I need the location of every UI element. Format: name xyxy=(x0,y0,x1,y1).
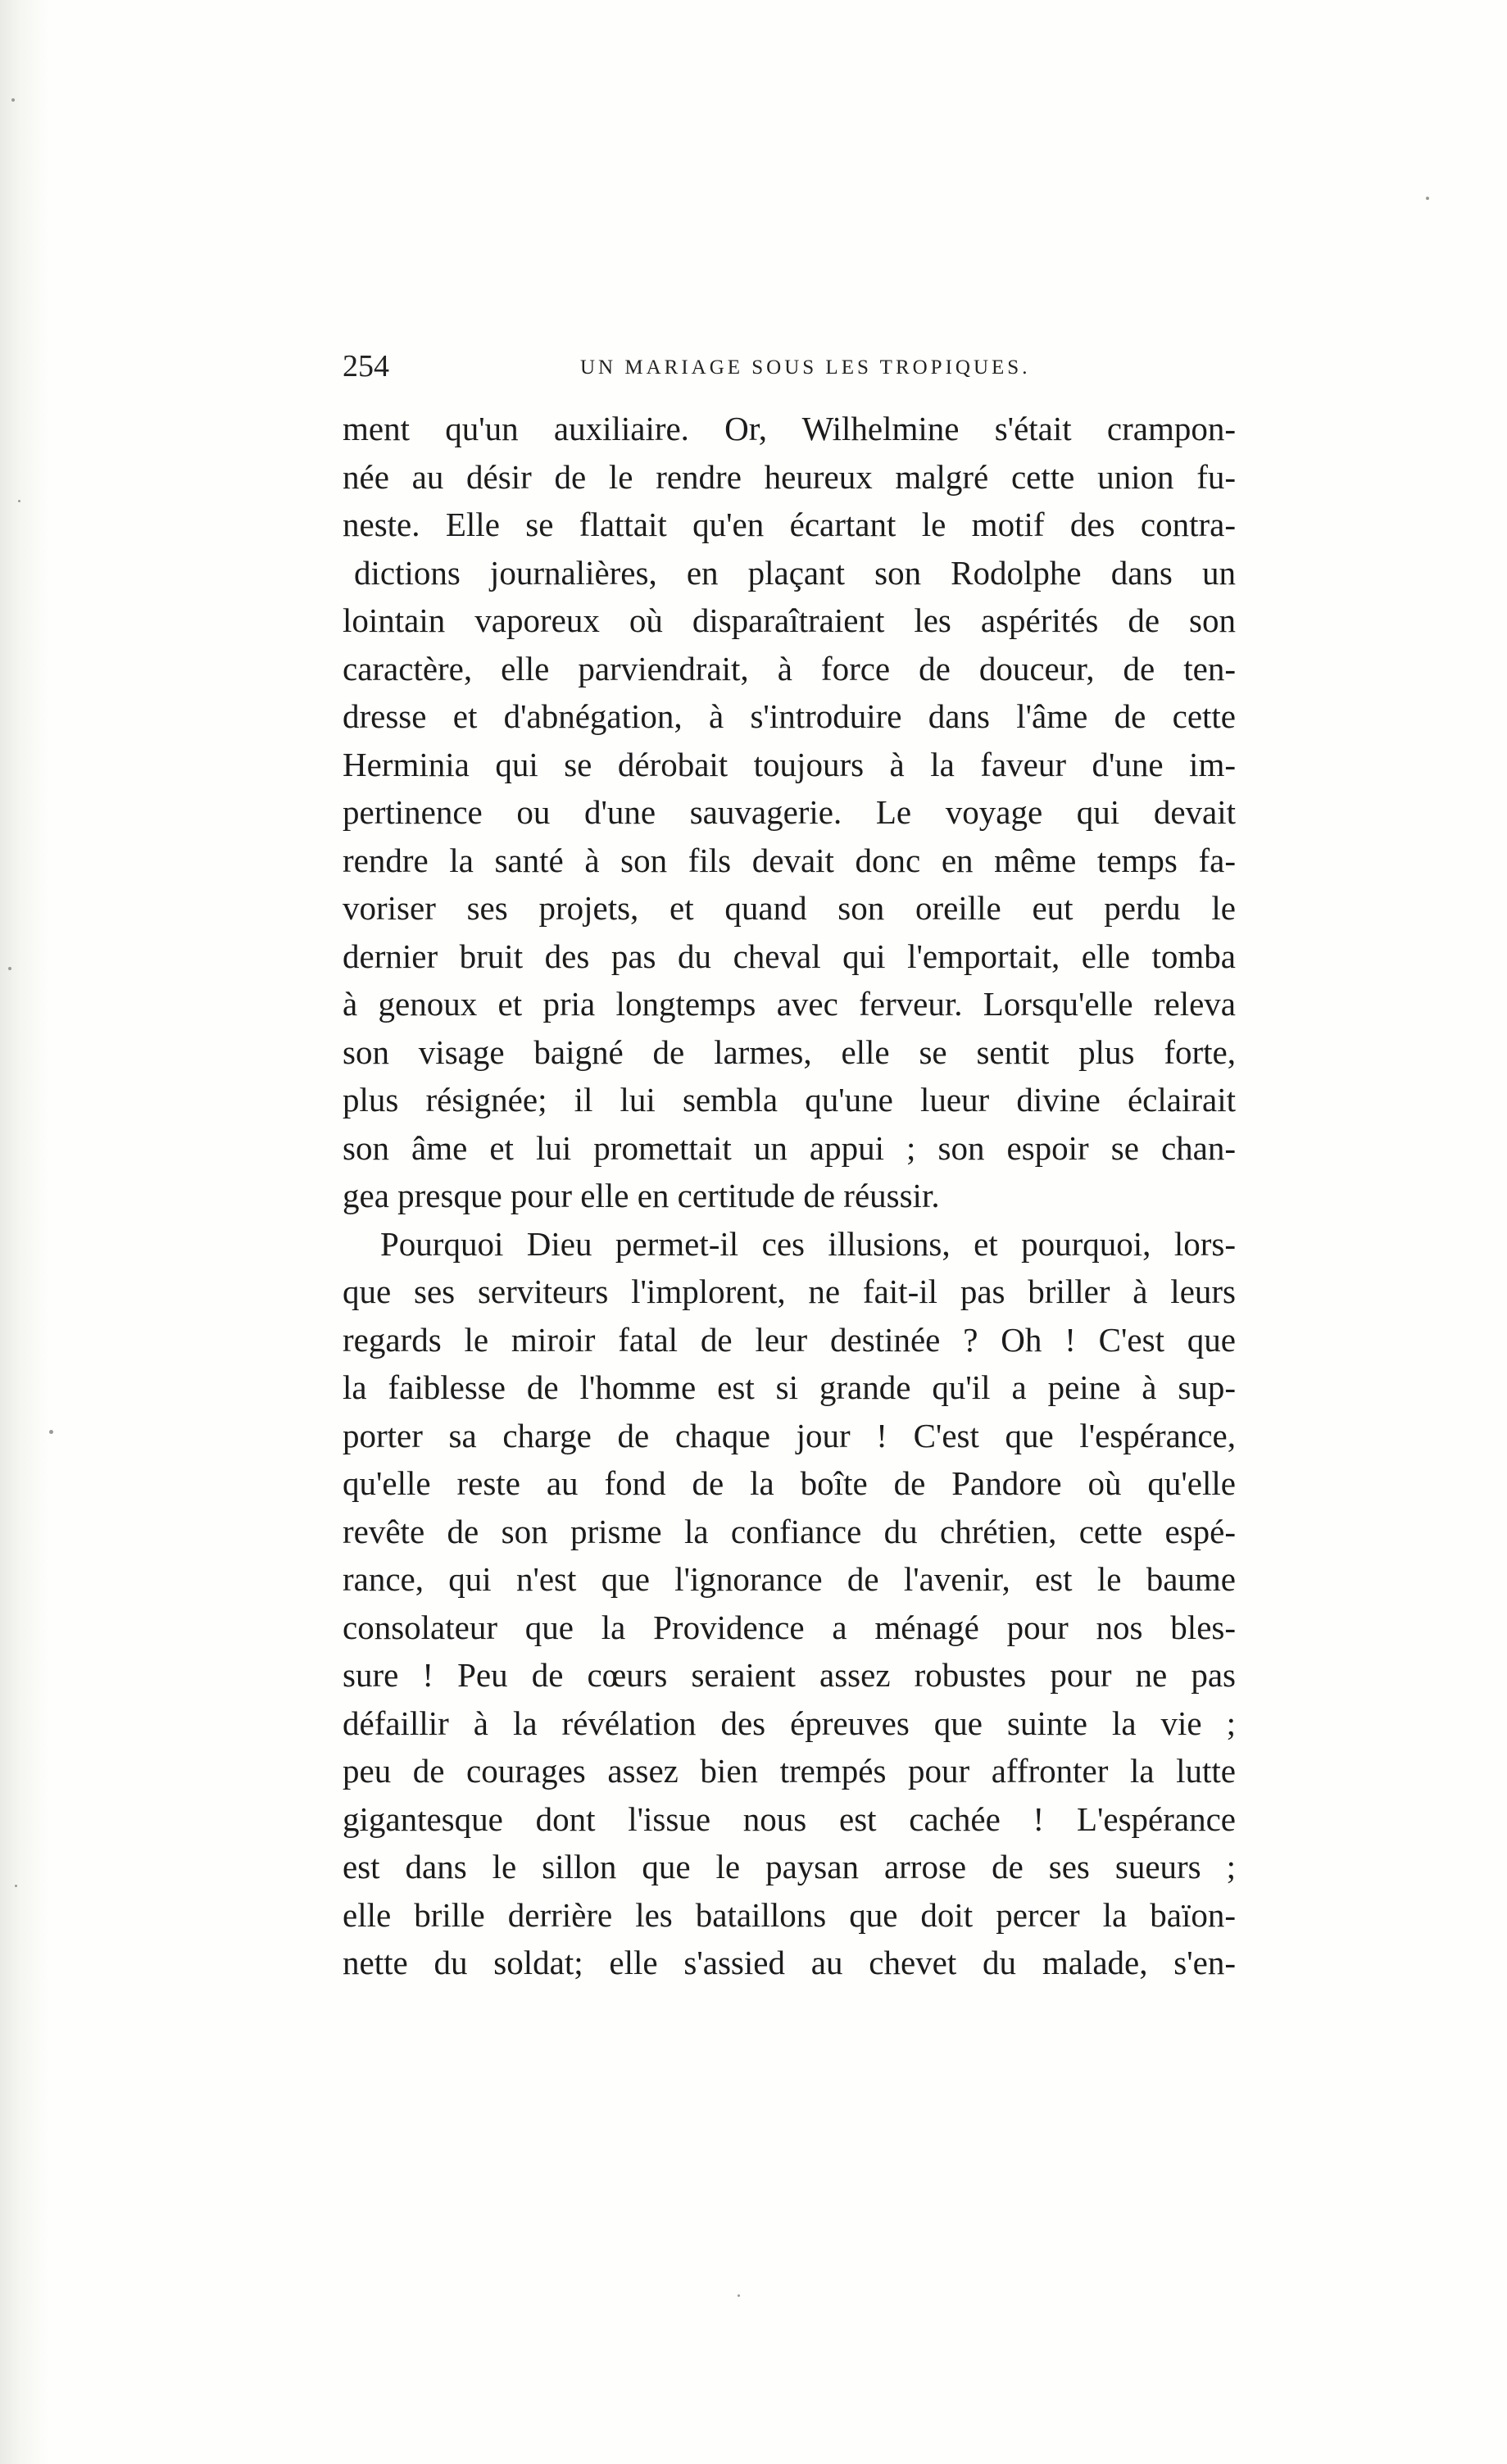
text-line: gigantesque dont l'issue nous est cachée ! L'espérance xyxy=(343,1799,1236,1838)
text-line: neste. Elle se flattait qu'en écartant le motif des contra- xyxy=(343,506,1236,543)
text-line: la faiblesse de l'homme est si grande qu'il a peine à sup- xyxy=(343,1368,1236,1406)
page-number: 254 xyxy=(343,349,389,383)
text-line: Herminia qui se dérobait toujours à la faveur d'une im- xyxy=(343,745,1236,783)
paper-speck xyxy=(11,98,15,102)
text-line: peu de courages assez bien trempés pour affronter la lutte xyxy=(343,1752,1236,1790)
text-line: caractère, elle parviendrait, à force de douceur, de ten- xyxy=(343,649,1236,687)
body-text xyxy=(343,405,1236,1987)
text-line: pertinence ou d'une sauvagerie. Le voyage qui devait xyxy=(343,793,1236,831)
text-line: dresse et d'abnégation, à s'introduire dans l'âme de cette xyxy=(343,697,1236,735)
text-line: revête de son prisme la confiance du chrétien, cette espé- xyxy=(343,1512,1236,1550)
paper-speck xyxy=(8,967,11,970)
text-line: rendre la santé à son fils devait donc en même temps fa- xyxy=(343,841,1236,879)
text-line: que ses serviteurs l'implorent, ne fait-il pas briller à leurs xyxy=(343,1273,1236,1310)
text-line: dernier bruit des pas du cheval qui l'emportait, elle tomba xyxy=(343,937,1236,975)
text-line: ment qu'un auxiliaire. Or, Wilhelmine s'était crampon- xyxy=(343,410,1236,447)
text-line: son âme et lui promettait un appui ; son espoir se chan- xyxy=(343,1128,1236,1167)
page-header xyxy=(343,346,1236,387)
paper-speck xyxy=(15,1885,17,1887)
running-head: UN MARIAGE SOUS LES TROPIQUES. xyxy=(580,356,1031,379)
paper-speck xyxy=(738,2294,740,2297)
text-line: porter sa charge de chaque jour ! C'est que l'espérance, xyxy=(343,1416,1236,1454)
text-line: rance, qui n'est que l'ignorance de l'avenir, est le baume xyxy=(343,1560,1236,1598)
text-line: elle brille derrière les bataillons que doit percer la baïon- xyxy=(343,1895,1236,1934)
text-line: consolateur que la Providence a ménagé pour nos bles- xyxy=(343,1608,1236,1646)
text-line: lointain vaporeux où disparaîtraient les aspérités de son xyxy=(343,601,1236,639)
text-line: gea presque pour elle en certitude de réussir. xyxy=(343,1177,940,1214)
text-line: défaillir à la révélation des épreuves que suinte la vie ; xyxy=(343,1704,1236,1742)
text-line: son visage baigné de larmes, elle se sentit plus forte, xyxy=(343,1032,1236,1071)
text-line: plus résignée; il lui sembla qu'une lueur divine éclairait xyxy=(343,1081,1236,1119)
page-edge-shadow xyxy=(0,0,49,2464)
text-line: à genoux et pria longtemps avec ferveur. Lorsqu'elle releva xyxy=(343,985,1236,1023)
text-line: née au désir de le rendre heureux malgré cette union fu- xyxy=(343,457,1236,496)
text-line: sure ! Peu de cœurs seraient assez robustes pour ne pas xyxy=(343,1656,1236,1694)
text-line: dictions journalières, en plaçant son Rodolphe dans un xyxy=(354,553,1236,592)
paragraph-start: Pourquoi Dieu permet-il ces illusions, et pourquoi, lors- xyxy=(380,1224,1236,1263)
text-line: regards le miroir fatal de leur destinée ? Oh ! C'est que xyxy=(343,1320,1236,1359)
paper-speck xyxy=(49,1430,53,1434)
text-line: nette du soldat; elle s'assied au chevet du malade, s'en- xyxy=(343,1944,1236,1981)
text-line: est dans le sillon que le paysan arrose de ses sueurs ; xyxy=(343,1848,1236,1885)
paper-speck xyxy=(1426,197,1429,200)
paper-speck xyxy=(18,500,20,502)
text-line: qu'elle reste au fond de la boîte de Pandore où qu'elle xyxy=(343,1464,1236,1502)
text-line: voriser ses projets, et quand son oreille eut perdu le xyxy=(343,889,1236,927)
